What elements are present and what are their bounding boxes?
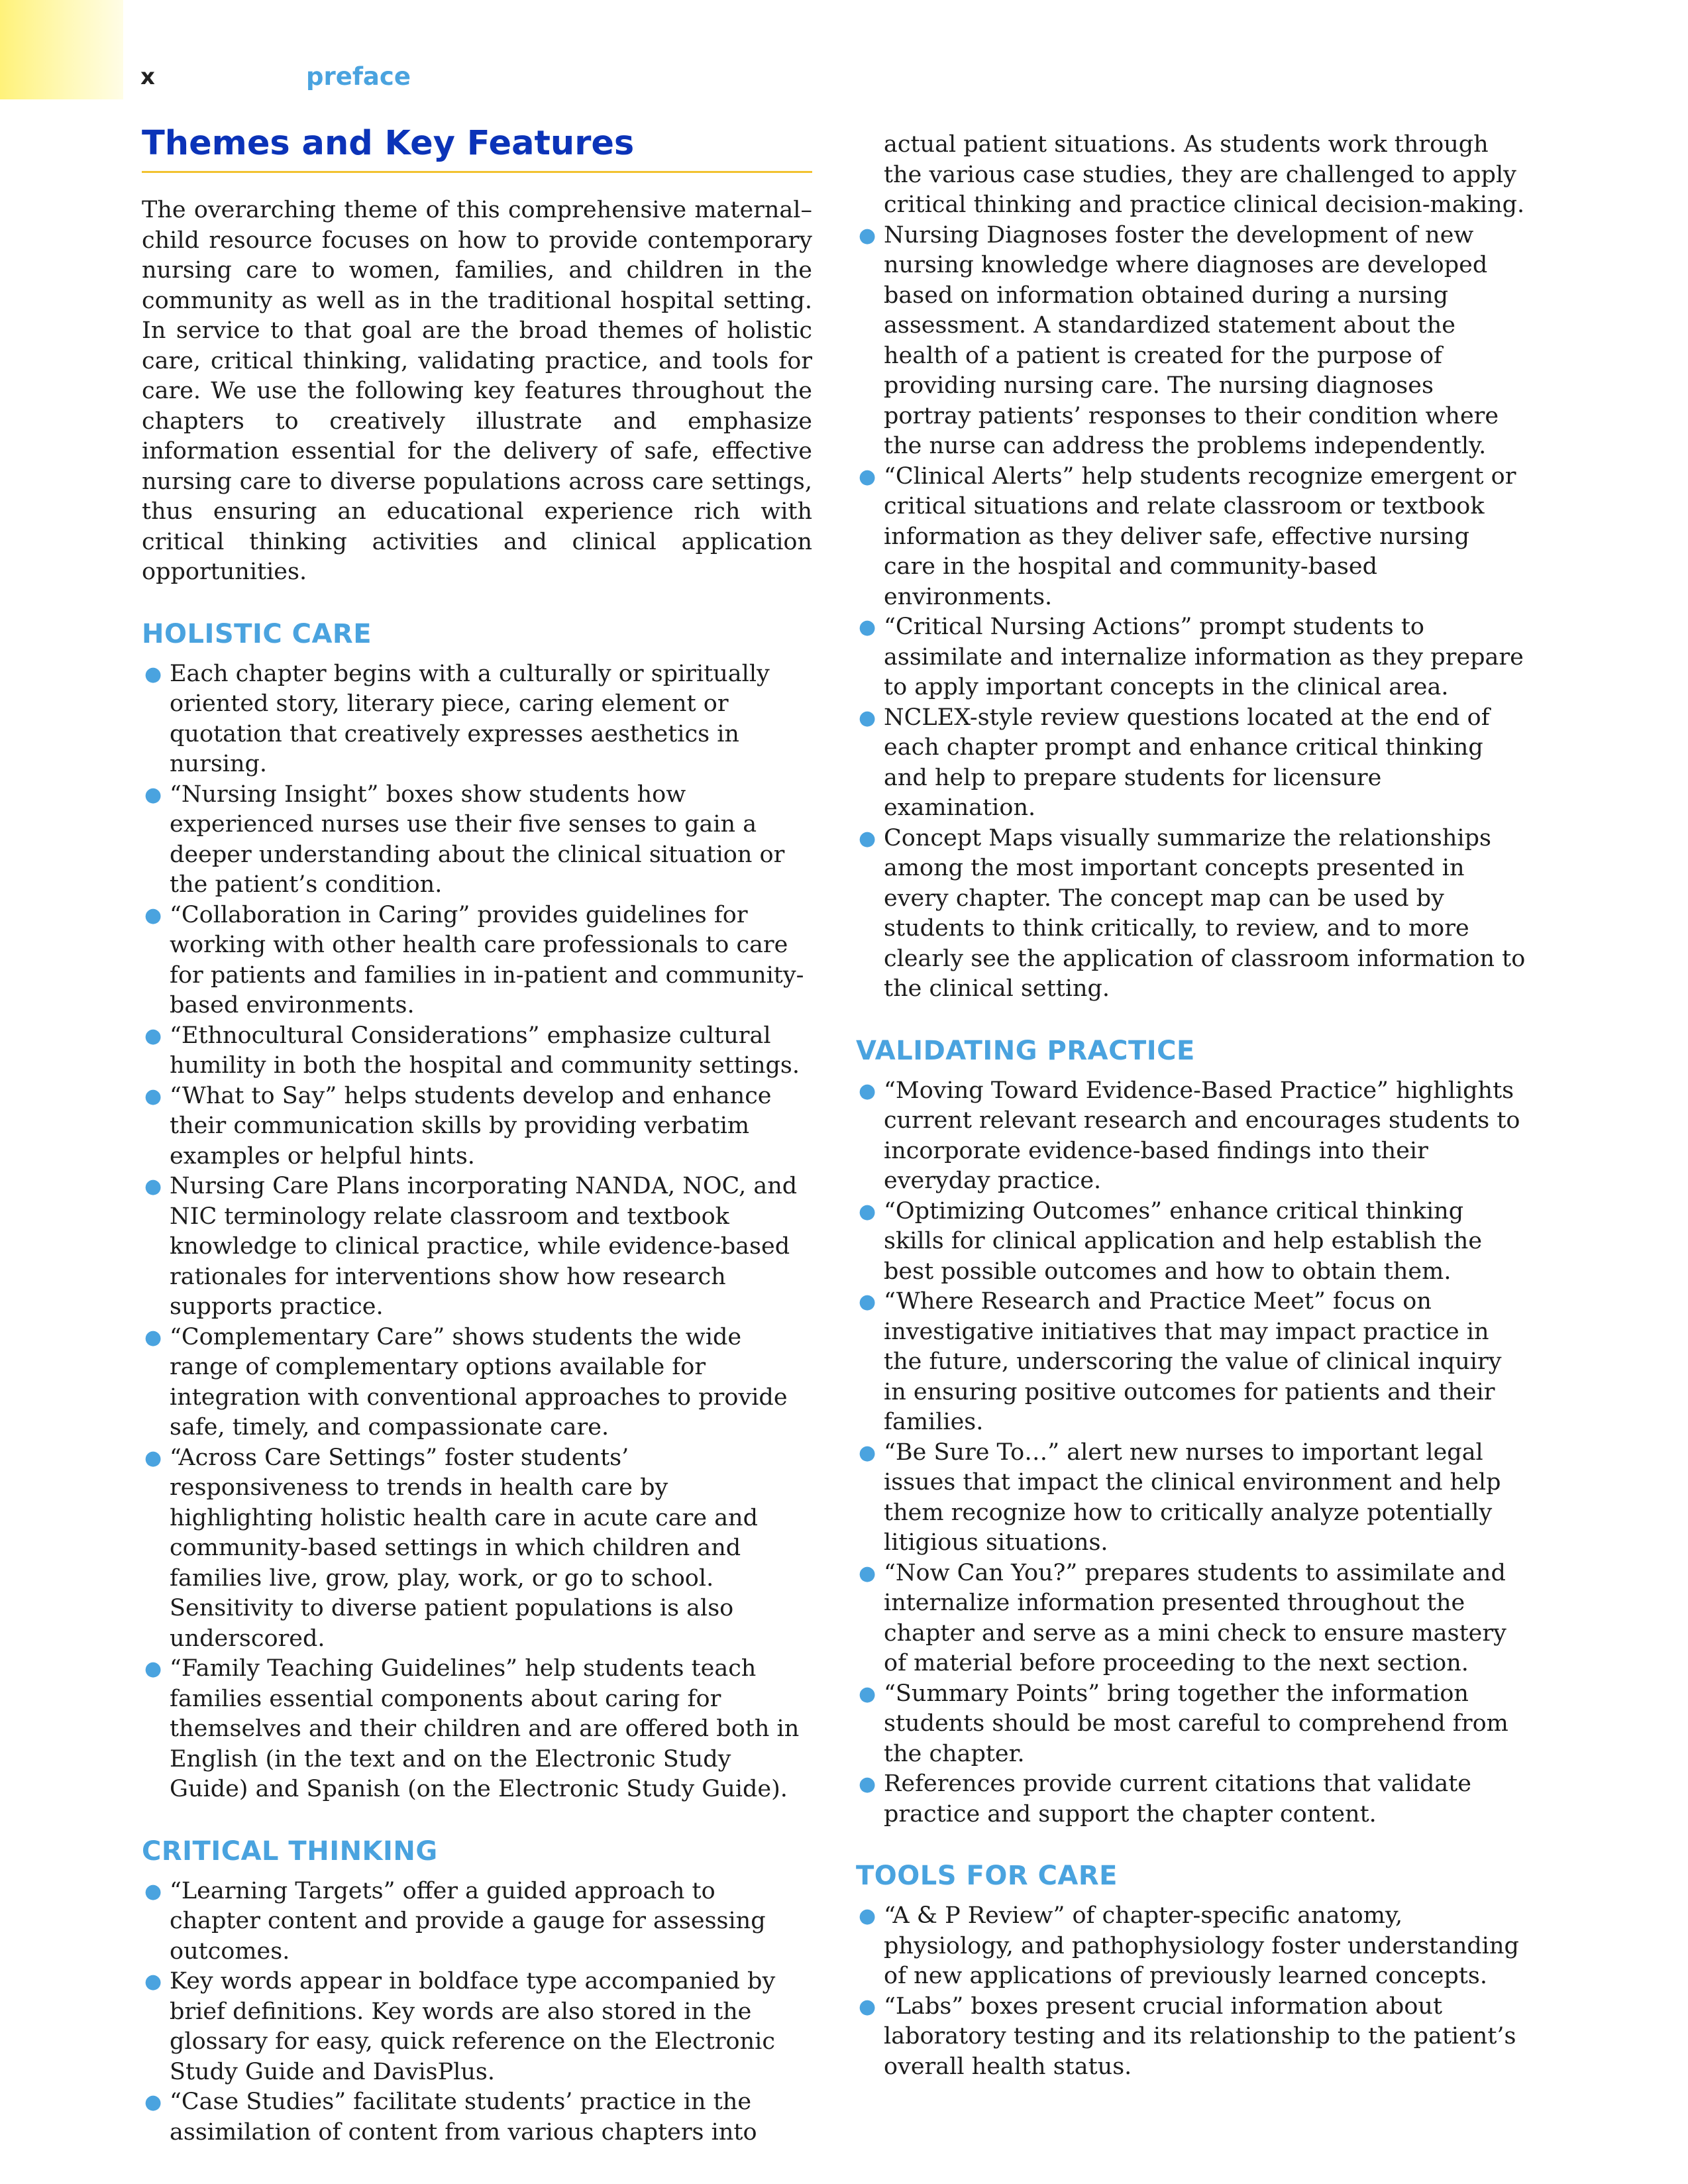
intro-paragraph: The overarching theme of this comprehensive maternal–child resource focuses on how to provide contemporary nursing care to women, families, and children in the community as well as in the traditional hospital setting. In service to that goal are the broad themes of holistic care, critical thinking, validating practice, and tools for care. We use the following key features throughout the chapters to creatively illustrate and emphasize information essential for the delivery of safe, effective nursing care to diverse populations across care settings, thus ensuring an educational experience rich with critical thinking activities and clinical application opportunities. (142, 197, 812, 585)
section-heading-tools-for-care: TOOLS FOR CARE (856, 1861, 1118, 1891)
list-item-text: “Moving Toward Evidence-Based Practice” highlights current relevant research and encourages students to incorporate evidence-based findings into their everyday practice. (884, 1077, 1520, 1194)
list-item-text: “Where Research and Practice Meet” focus on investigative initiatives that may impact practice in the future, underscoring the value of clinical inquiry in ensuring positive outcomes for patients and their families. (884, 1288, 1502, 1435)
list-item (142, 1081, 812, 1172)
list-item (142, 1172, 812, 1323)
list-item (142, 1323, 812, 1443)
list-item (142, 780, 812, 901)
list-item (142, 2087, 812, 2148)
list-item (856, 1558, 1526, 1679)
list-item-text: “Now Can You?” prepares students to assimilate and internalize information presented throughout the chapter and serve as a mini check to ensure mastery of material before proceeding to the next section. (884, 1559, 1506, 1676)
list-item (142, 1443, 812, 1655)
bullet-icon: ● (859, 1199, 876, 1223)
corner-color-tab (0, 0, 123, 99)
left-column (142, 123, 812, 2148)
bullet-icon: ● (859, 1994, 876, 2018)
list-item-text: “Labs” boxes present crucial information about laboratory testing and its relationship to the patient’s overall health status. (884, 1993, 1516, 2080)
bullet-icon: ● (144, 1446, 162, 1470)
section-heading-holistic-care: HOLISTIC CARE (142, 618, 372, 649)
bullet-icon: ● (859, 1441, 876, 1464)
list-item (856, 1769, 1526, 1829)
critical-thinking-list (142, 1877, 812, 2148)
list-item (142, 659, 812, 780)
bullet-icon: ● (144, 903, 162, 927)
list-item-text: “Collaboration in Caring” provides guidelines for working with other health care professionals to care for patients and families in in-patient and community-based environments. (170, 901, 804, 1018)
list-item-text: “Summary Points” bring together the information students should be most careful to comprehend from the chapter. (884, 1680, 1508, 1767)
list-item-text: “Family Teaching Guidelines” help students teach families essential components about caring for themselves and their children and are offered both in English (in the text and on the Electronic Study Guide) and Spanish (on the Electronic Study Guide). (170, 1655, 800, 1802)
list-item (856, 824, 1526, 1005)
page-number: x (140, 64, 155, 90)
list-item-text: Concept Maps visually summarize the relationships among the most important concepts presented in every chapter. The concept map can be used by students to think critically, to review, and to more clearly see the application of classroom information to the clinical setting. (884, 824, 1526, 1002)
list-item (142, 1654, 812, 1805)
bullet-icon: ● (144, 1970, 162, 1993)
list-item-text: References provide current citations that validate practice and support the chapter content. (884, 1771, 1472, 1828)
list-item-text: “Across Care Settings” foster students’ responsiveness to trends in health care by highlighting holistic health care in acute care and community-based settings in which children and families live, grow, play, work, or go to school. Sensitivity to diverse patient populations is also underscored. (170, 1444, 759, 1652)
list-item-text: Nursing Care Plans incorporating NANDA, NOC, and NIC terminology relate classroom and textbook knowledge to clinical practice, while evidence-based rationales for interventions show how research supports practice. (170, 1173, 798, 1320)
list-item-text: “Critical Nursing Actions” prompt students to assimilate and internalize information as they prepare to apply important concepts in the clinical area. (884, 614, 1524, 700)
bullet-icon: ● (859, 1773, 876, 1796)
list-item-continuation: actual patient situations. As students work through the various case studies, they are challenged to apply critical thinking and practice clinical decision-making. (884, 131, 1525, 218)
bullet-icon: ● (859, 1682, 876, 1706)
bullet-icon: ● (144, 2091, 162, 2114)
bullet-icon: ● (859, 1561, 876, 1585)
list-item-text: “Complementary Care” shows students the wide range of complementary options available for integration with conventional approaches to provide safe, timely, and compassionate care. (170, 1323, 788, 1441)
holistic-care-list (142, 659, 812, 1805)
bullet-icon: ● (859, 1290, 876, 1313)
list-item (856, 703, 1526, 824)
list-item-text: Nursing Diagnoses foster the development of new nursing knowledge where diagnoses are developed based on information obtained during a nursing assessment. A standardized statement about the health of a patient is created for the purpose of providing nursing care. The nursing diagnoses portray patients’ responses to their condition where the nurse can address the problems independently. (884, 221, 1499, 459)
list-item-text: “Ethnocultural Considerations” emphasize cultural humility in both the hospital and community settings. (170, 1022, 800, 1079)
section-heading-validating-practice: VALIDATING PRACTICE (856, 1035, 1195, 1066)
list-item-text: “Case Studies” facilitate students’ practice in the assimilation of content from various chapters into (170, 2089, 757, 2146)
bullet-icon: ● (859, 1079, 876, 1103)
bullet-icon: ● (144, 662, 162, 686)
list-item-text: “Optimizing Outcomes” enhance critical thinking skills for clinical application and help establish the best possible outcomes and how to obtain them. (884, 1197, 1483, 1285)
bullet-icon: ● (859, 464, 876, 488)
bullet-icon: ● (144, 1084, 162, 1108)
list-item (856, 1287, 1526, 1438)
bullet-icon: ● (144, 1657, 162, 1680)
validating-practice-list (856, 1076, 1526, 1830)
section-heading-critical-thinking: CRITICAL THINKING (142, 1835, 438, 1867)
list-item-text: “Be Sure To…” alert new nurses to important legal issues that impact the clinical environment and help them recognize how to critically analyze potentially litigious situations. (884, 1439, 1501, 1556)
list-item-text: “A & P Review” of chapter-specific anatomy, physiology, and pathophysiology foster understanding of new applications of previously learned concepts. (884, 1902, 1519, 1989)
list-item-text: NCLEX-style review questions located at the end of each chapter prompt and enhance critical thinking and help to prepare students for licensure examination. (884, 704, 1490, 821)
list-item (856, 1438, 1526, 1558)
list-item-text: “Nursing Insight” boxes show students how experienced nurses use their five senses to gain a deeper understanding about the clinical situation or the patient’s condition. (170, 781, 785, 898)
page-title: Themes and Key Features (142, 123, 812, 173)
list-item (856, 462, 1526, 613)
list-item (856, 1679, 1526, 1770)
list-item-text: Each chapter begins with a culturally or spiritually oriented story, literary piece, caring element or quotation that creatively expresses aesthetics in nursing. (170, 660, 770, 777)
bullet-icon: ● (859, 706, 876, 730)
list-item (856, 1992, 1526, 2083)
list-item (856, 221, 1526, 462)
list-item-text: “What to Say” helps students develop and enhance their communication skills by providing verbatim examples or helpful hints. (170, 1082, 772, 1170)
right-column (856, 130, 1526, 2082)
bullet-icon: ● (859, 1904, 876, 1928)
list-item (856, 1076, 1526, 1197)
list-item (142, 1021, 812, 1081)
list-item (142, 1877, 812, 1967)
list-item (142, 1967, 812, 2087)
bullet-icon: ● (144, 1175, 162, 1198)
bullet-icon: ● (859, 616, 876, 639)
critical-thinking-list-continued (856, 221, 1526, 1005)
list-item (856, 1197, 1526, 1287)
bullet-icon: ● (144, 1325, 162, 1349)
bullet-icon: ● (144, 1879, 162, 1903)
bullet-icon: ● (859, 223, 876, 247)
list-item (856, 612, 1526, 703)
list-item (856, 1901, 1526, 1992)
list-item (142, 901, 812, 1021)
bullet-icon: ● (859, 826, 876, 850)
running-head: preface (306, 62, 411, 91)
bullet-icon: ● (144, 1024, 162, 1048)
list-item-text: “Clinical Alerts” help students recognize emergent or critical situations and relate classroom or textbook information as they deliver safe, effective nursing care in the hospital and community-based environments. (884, 463, 1516, 610)
list-item-text: “Learning Targets” offer a guided approach to chapter content and provide a gauge for assessing outcomes. (170, 1877, 766, 1965)
bullet-icon: ● (144, 783, 162, 806)
list-item-text: Key words appear in boldface type accompanied by brief definitions. Key words are also stored in the glossary for easy, quick reference on the Electronic Study Guide and DavisPlus. (170, 1968, 776, 2085)
tools-for-care-list (856, 1901, 1526, 2082)
